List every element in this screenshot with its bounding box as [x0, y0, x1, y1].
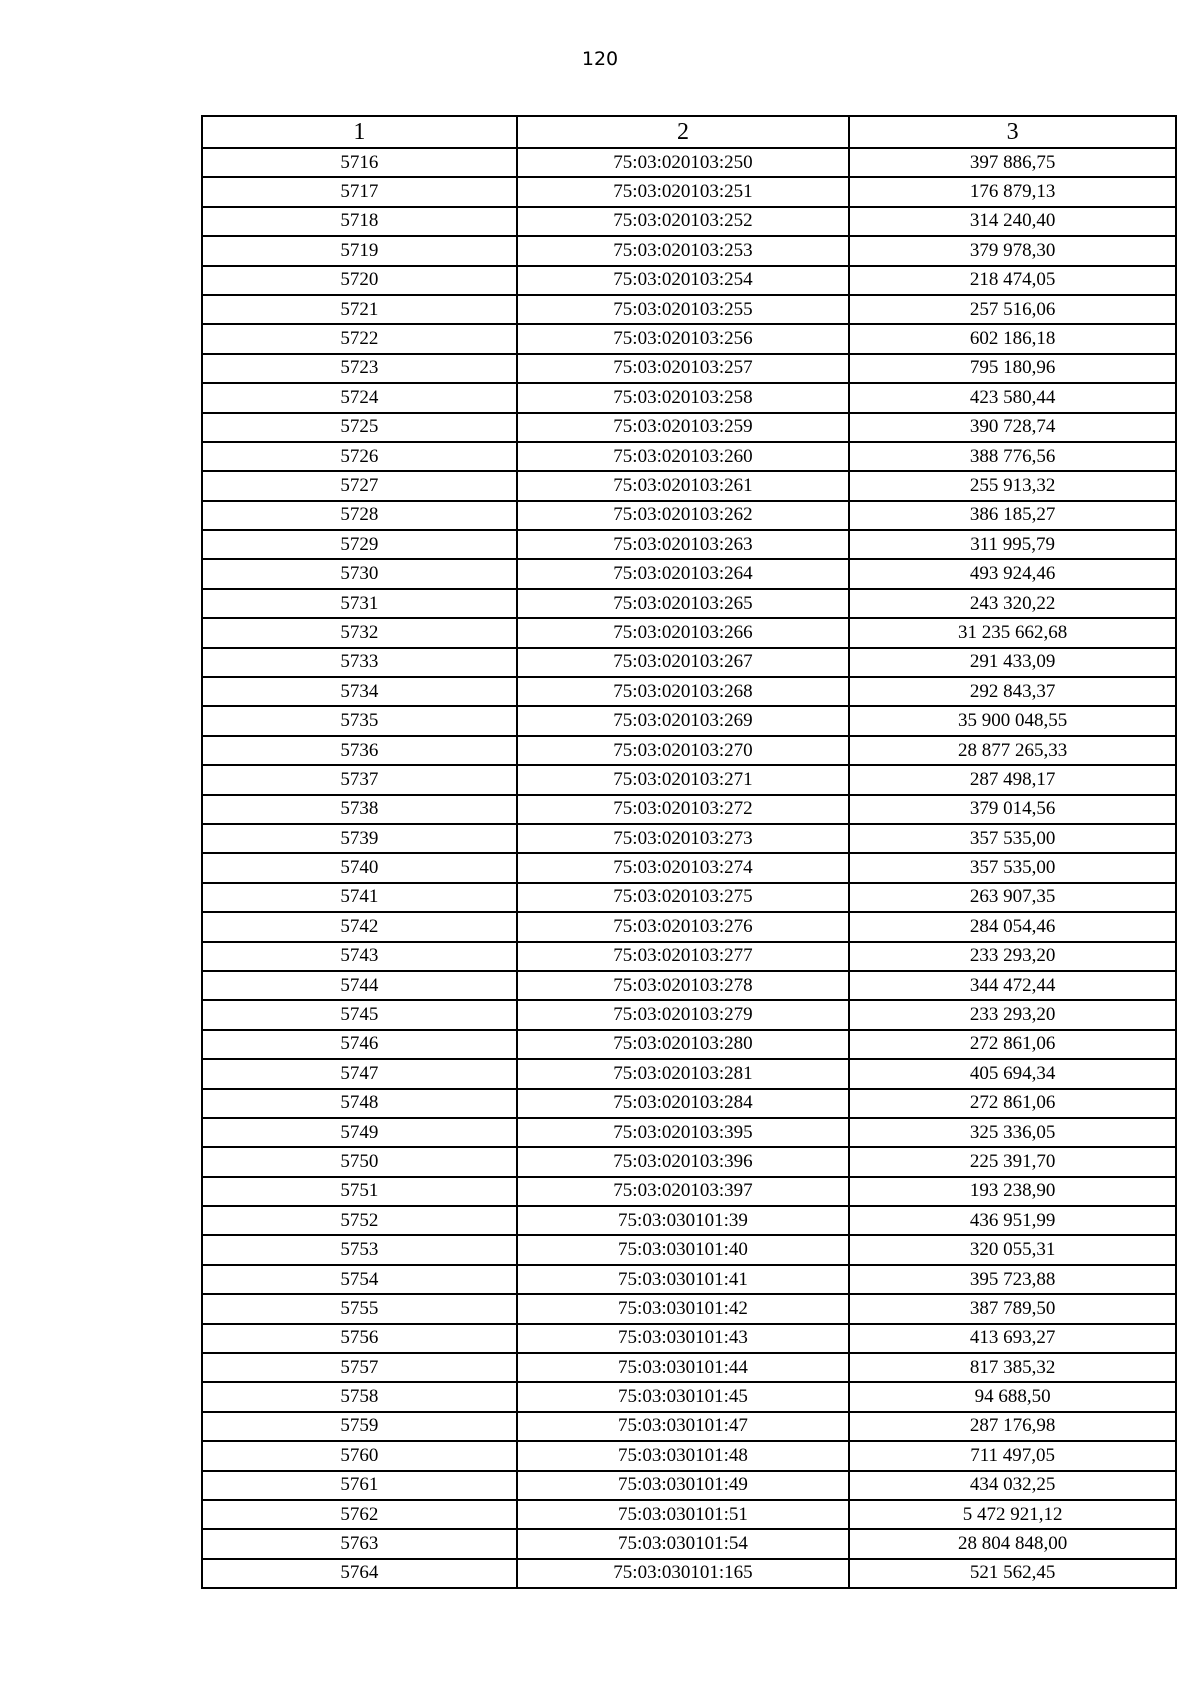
- cadastral-number-cell: 75:03:030101:39: [517, 1206, 850, 1235]
- value-cell: 218 474,05: [849, 266, 1176, 295]
- table-row: [202, 648, 1176, 677]
- value-cell: 225 391,70: [849, 1147, 1176, 1176]
- value-cell: 423 580,44: [849, 383, 1176, 412]
- cadastral-number-cell: 75:03:020103:254: [517, 266, 850, 295]
- row-number-cell: 5755: [202, 1294, 517, 1323]
- row-number-cell: 5727: [202, 471, 517, 500]
- table-row: [202, 1147, 1176, 1176]
- table-row: [202, 530, 1176, 559]
- row-number-cell: 5761: [202, 1471, 517, 1500]
- row-number-cell: 5759: [202, 1412, 517, 1441]
- cadastral-number-cell: 75:03:020103:270: [517, 736, 850, 765]
- cadastral-number-cell: 75:03:020103:275: [517, 883, 850, 912]
- value-cell: 397 886,75: [849, 148, 1176, 177]
- cadastral-number-cell: 75:03:020103:255: [517, 295, 850, 324]
- table-row: [202, 148, 1176, 177]
- table-row: [202, 1529, 1176, 1558]
- value-cell: 233 293,20: [849, 1000, 1176, 1029]
- value-cell: 436 951,99: [849, 1206, 1176, 1235]
- table-row: [202, 1059, 1176, 1088]
- row-number-cell: 5758: [202, 1382, 517, 1411]
- table-row: [202, 677, 1176, 706]
- table-row: [202, 471, 1176, 500]
- cadastral-number-cell: 75:03:030101:49: [517, 1471, 850, 1500]
- table-row: [202, 853, 1176, 882]
- row-number-cell: 5740: [202, 853, 517, 882]
- value-cell: 387 789,50: [849, 1294, 1176, 1323]
- value-cell: 388 776,56: [849, 442, 1176, 471]
- table-row: [202, 559, 1176, 588]
- cadastral-number-cell: 75:03:020103:259: [517, 413, 850, 442]
- data-table: [201, 115, 1177, 1589]
- value-cell: 314 240,40: [849, 207, 1176, 236]
- row-number-cell: 5746: [202, 1030, 517, 1059]
- value-cell: 233 293,20: [849, 942, 1176, 971]
- cadastral-number-cell: 75:03:030101:47: [517, 1412, 850, 1441]
- cadastral-number-cell: 75:03:020103:280: [517, 1030, 850, 1059]
- table-row: [202, 236, 1176, 265]
- row-number-cell: 5726: [202, 442, 517, 471]
- cadastral-number-cell: 75:03:020103:262: [517, 501, 850, 530]
- table-row: [202, 1000, 1176, 1029]
- value-cell: 94 688,50: [849, 1382, 1176, 1411]
- table-row: [202, 795, 1176, 824]
- row-number-cell: 5750: [202, 1147, 517, 1176]
- table-row: [202, 883, 1176, 912]
- value-cell: 405 694,34: [849, 1059, 1176, 1088]
- value-cell: 413 693,27: [849, 1324, 1176, 1353]
- value-cell: 291 433,09: [849, 648, 1176, 677]
- value-cell: 320 055,31: [849, 1235, 1176, 1264]
- table-row: [202, 824, 1176, 853]
- row-number-cell: 5742: [202, 912, 517, 941]
- table-row: [202, 942, 1176, 971]
- table-row: [202, 324, 1176, 353]
- row-number-cell: 5737: [202, 765, 517, 794]
- cadastral-number-cell: 75:03:020103:256: [517, 324, 850, 353]
- table-row: [202, 1353, 1176, 1382]
- value-cell: 711 497,05: [849, 1441, 1176, 1470]
- cadastral-number-cell: 75:03:020103:281: [517, 1059, 850, 1088]
- value-cell: 493 924,46: [849, 559, 1176, 588]
- row-number-cell: 5745: [202, 1000, 517, 1029]
- cadastral-number-cell: 75:03:020103:273: [517, 824, 850, 853]
- row-number-cell: 5739: [202, 824, 517, 853]
- row-number-cell: 5721: [202, 295, 517, 324]
- value-cell: 386 185,27: [849, 501, 1176, 530]
- table-row: [202, 383, 1176, 412]
- cadastral-number-cell: 75:03:030101:165: [517, 1559, 850, 1588]
- cadastral-number-cell: 75:03:020103:284: [517, 1089, 850, 1118]
- value-cell: 602 186,18: [849, 324, 1176, 353]
- table-row: [202, 1089, 1176, 1118]
- cadastral-number-cell: 75:03:020103:279: [517, 1000, 850, 1029]
- cadastral-number-cell: 75:03:020103:250: [517, 148, 850, 177]
- cadastral-number-cell: 75:03:020103:264: [517, 559, 850, 588]
- row-number-cell: 5741: [202, 883, 517, 912]
- table-row: [202, 1206, 1176, 1235]
- table-row: [202, 177, 1176, 206]
- value-cell: 28 804 848,00: [849, 1529, 1176, 1558]
- value-cell: 521 562,45: [849, 1559, 1176, 1588]
- row-number-cell: 5753: [202, 1235, 517, 1264]
- row-number-cell: 5732: [202, 618, 517, 647]
- cadastral-number-cell: 75:03:020103:274: [517, 853, 850, 882]
- value-cell: 272 861,06: [849, 1089, 1176, 1118]
- table-row: [202, 1294, 1176, 1323]
- cadastral-number-cell: 75:03:030101:48: [517, 1441, 850, 1470]
- row-number-cell: 5729: [202, 530, 517, 559]
- table-row: [202, 912, 1176, 941]
- value-cell: 357 535,00: [849, 853, 1176, 882]
- value-cell: 311 995,79: [849, 530, 1176, 559]
- row-number-cell: 5735: [202, 706, 517, 735]
- cadastral-number-cell: 75:03:020103:269: [517, 706, 850, 735]
- cadastral-number-cell: 75:03:020103:261: [517, 471, 850, 500]
- cadastral-number-cell: 75:03:020103:257: [517, 354, 850, 383]
- cadastral-number-cell: 75:03:020103:277: [517, 942, 850, 971]
- cadastral-number-cell: 75:03:020103:271: [517, 765, 850, 794]
- table-body: [202, 148, 1176, 1588]
- value-cell: 287 498,17: [849, 765, 1176, 794]
- row-number-cell: 5716: [202, 148, 517, 177]
- row-number-cell: 5756: [202, 1324, 517, 1353]
- value-cell: 255 913,32: [849, 471, 1176, 500]
- row-number-cell: 5720: [202, 266, 517, 295]
- cadastral-number-cell: 75:03:020103:252: [517, 207, 850, 236]
- cadastral-number-cell: 75:03:020103:396: [517, 1147, 850, 1176]
- value-cell: 193 238,90: [849, 1177, 1176, 1206]
- table-row: [202, 501, 1176, 530]
- row-number-cell: 5760: [202, 1441, 517, 1470]
- row-number-cell: 5763: [202, 1529, 517, 1558]
- cadastral-number-cell: 75:03:020103:267: [517, 648, 850, 677]
- row-number-cell: 5731: [202, 589, 517, 618]
- table-row: [202, 1235, 1176, 1264]
- table-row: [202, 736, 1176, 765]
- table-row: [202, 442, 1176, 471]
- row-number-cell: 5717: [202, 177, 517, 206]
- table-row: [202, 295, 1176, 324]
- table-row: [202, 765, 1176, 794]
- cadastral-number-cell: 75:03:020103:266: [517, 618, 850, 647]
- value-cell: 35 900 048,55: [849, 706, 1176, 735]
- table-row: [202, 589, 1176, 618]
- table-row: [202, 618, 1176, 647]
- cadastral-number-cell: 75:03:020103:272: [517, 795, 850, 824]
- value-cell: 395 723,88: [849, 1265, 1176, 1294]
- value-cell: 272 861,06: [849, 1030, 1176, 1059]
- cadastral-number-cell: 75:03:020103:265: [517, 589, 850, 618]
- table-row: [202, 1177, 1176, 1206]
- row-number-cell: 5751: [202, 1177, 517, 1206]
- cadastral-number-cell: 75:03:020103:263: [517, 530, 850, 559]
- table-header-row: [202, 116, 1176, 148]
- table-row: [202, 1471, 1176, 1500]
- value-cell: 263 907,35: [849, 883, 1176, 912]
- cadastral-number-cell: 75:03:020103:268: [517, 677, 850, 706]
- cadastral-number-cell: 75:03:030101:42: [517, 1294, 850, 1323]
- cadastral-number-cell: 75:03:020103:395: [517, 1118, 850, 1147]
- value-cell: 287 176,98: [849, 1412, 1176, 1441]
- value-cell: 434 032,25: [849, 1471, 1176, 1500]
- page-number: 120: [581, 48, 619, 70]
- table-row: [202, 706, 1176, 735]
- table-row: [202, 1441, 1176, 1470]
- value-cell: 795 180,96: [849, 354, 1176, 383]
- row-number-cell: 5719: [202, 236, 517, 265]
- value-cell: 284 054,46: [849, 912, 1176, 941]
- row-number-cell: 5757: [202, 1353, 517, 1382]
- row-number-cell: 5738: [202, 795, 517, 824]
- row-number-cell: 5730: [202, 559, 517, 588]
- value-cell: 243 320,22: [849, 589, 1176, 618]
- row-number-cell: 5718: [202, 207, 517, 236]
- table-row: [202, 266, 1176, 295]
- row-number-cell: 5752: [202, 1206, 517, 1235]
- row-number-cell: 5734: [202, 677, 517, 706]
- value-cell: 379 978,30: [849, 236, 1176, 265]
- table-row: [202, 413, 1176, 442]
- cadastral-number-cell: 75:03:020103:251: [517, 177, 850, 206]
- table-row: [202, 1559, 1176, 1588]
- cadastral-number-cell: 75:03:030101:44: [517, 1353, 850, 1382]
- row-number-cell: 5725: [202, 413, 517, 442]
- table-row: [202, 354, 1176, 383]
- column-header-1: 1: [202, 116, 517, 148]
- table-row: [202, 971, 1176, 1000]
- value-cell: 379 014,56: [849, 795, 1176, 824]
- value-cell: 325 336,05: [849, 1118, 1176, 1147]
- row-number-cell: 5722: [202, 324, 517, 353]
- cadastral-number-cell: 75:03:030101:43: [517, 1324, 850, 1353]
- cadastral-number-cell: 75:03:020103:258: [517, 383, 850, 412]
- table-row: [202, 1382, 1176, 1411]
- value-cell: 344 472,44: [849, 971, 1176, 1000]
- table-row: [202, 1412, 1176, 1441]
- value-cell: 817 385,32: [849, 1353, 1176, 1382]
- cadastral-number-cell: 75:03:030101:54: [517, 1529, 850, 1558]
- value-cell: 5 472 921,12: [849, 1500, 1176, 1529]
- value-cell: 292 843,37: [849, 677, 1176, 706]
- cadastral-number-cell: 75:03:020103:397: [517, 1177, 850, 1206]
- row-number-cell: 5744: [202, 971, 517, 1000]
- value-cell: 28 877 265,33: [849, 736, 1176, 765]
- column-header-2: 2: [517, 116, 850, 148]
- value-cell: 257 516,06: [849, 295, 1176, 324]
- cadastral-number-cell: 75:03:030101:41: [517, 1265, 850, 1294]
- row-number-cell: 5733: [202, 648, 517, 677]
- table-row: [202, 1500, 1176, 1529]
- cadastral-number-cell: 75:03:020103:260: [517, 442, 850, 471]
- cadastral-number-cell: 75:03:020103:253: [517, 236, 850, 265]
- row-number-cell: 5723: [202, 354, 517, 383]
- row-number-cell: 5762: [202, 1500, 517, 1529]
- column-header-3: 3: [849, 116, 1176, 148]
- table-row: [202, 1265, 1176, 1294]
- value-cell: 176 879,13: [849, 177, 1176, 206]
- row-number-cell: 5749: [202, 1118, 517, 1147]
- row-number-cell: 5743: [202, 942, 517, 971]
- row-number-cell: 5747: [202, 1059, 517, 1088]
- table-row: [202, 207, 1176, 236]
- value-cell: 31 235 662,68: [849, 618, 1176, 647]
- row-number-cell: 5724: [202, 383, 517, 412]
- value-cell: 357 535,00: [849, 824, 1176, 853]
- cadastral-number-cell: 75:03:030101:51: [517, 1500, 850, 1529]
- table-row: [202, 1324, 1176, 1353]
- row-number-cell: 5754: [202, 1265, 517, 1294]
- row-number-cell: 5748: [202, 1089, 517, 1118]
- row-number-cell: 5764: [202, 1559, 517, 1588]
- table-row: [202, 1118, 1176, 1147]
- table-row: [202, 1030, 1176, 1059]
- cadastral-number-cell: 75:03:030101:40: [517, 1235, 850, 1264]
- value-cell: 390 728,74: [849, 413, 1176, 442]
- row-number-cell: 5736: [202, 736, 517, 765]
- cadastral-number-cell: 75:03:020103:278: [517, 971, 850, 1000]
- cadastral-number-cell: 75:03:020103:276: [517, 912, 850, 941]
- cadastral-number-cell: 75:03:030101:45: [517, 1382, 850, 1411]
- row-number-cell: 5728: [202, 501, 517, 530]
